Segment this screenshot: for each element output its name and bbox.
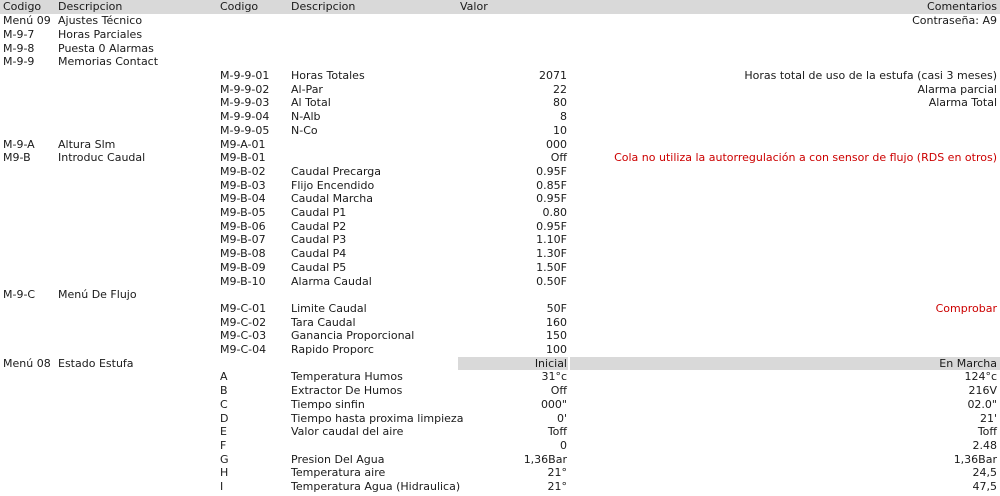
table-row [0,261,1000,275]
table-row [0,302,1000,316]
table-row [0,69,1000,83]
cell-c6: 24,5 [972,466,997,480]
cell-c6: Alarma parcial [917,82,997,96]
table-row [0,110,1000,124]
cell-c6: Alarma Total [928,96,997,110]
table-row [0,124,1000,138]
cell-c5: 0 [560,438,567,452]
cell-c5: 0.80 [542,206,567,219]
cell-c6: Contraseña: A9 [912,14,997,28]
cell-c5: 160 [546,315,567,329]
cell-c3: D [220,411,229,425]
table-row [0,343,1000,357]
cell-c3: B [220,384,228,398]
cell-c3: C [220,397,228,411]
table-row [0,83,1000,97]
cell-c4: Caudal P3 [291,233,347,247]
table-row [0,398,1000,412]
cell-c3: M9-B-02 [220,164,266,178]
cell-c3: M9-B-10 [220,274,266,288]
cell-c5: 1.10F [536,233,567,247]
cell-c6: 47,5 [972,480,997,493]
cell-c5: 150 [546,329,567,343]
cell-c5: 000" [540,397,567,411]
table-row [0,42,1000,56]
cell-c4: Caudal P4 [291,247,347,261]
cell-c1: M-9-8 [3,41,35,55]
cell-c4: Al Total [291,96,331,110]
cell-c6: 124°c [964,370,997,384]
cell-c4: Caudal P2 [291,219,347,233]
cell-c6: Comprobar [935,301,997,315]
cell-c5: 000 [546,137,567,151]
cell-c3: M9-B-07 [220,233,266,247]
table-row [0,151,1000,165]
cell-c2: Memorias Contact [58,55,159,69]
table-row [0,316,1000,330]
cell-c4: Limite Caudal [291,301,367,315]
table-row [0,233,1000,247]
cell-c4: N-Alb [291,110,321,124]
cell-c3: M-9-9-02 [220,82,270,96]
cell-c5: 1.30F [536,247,567,261]
table-row [0,192,1000,206]
cell-c6: 2.48 [972,438,997,452]
table-row [0,288,1000,302]
cell-c3: H [220,466,229,480]
cell-c5: 21° [547,480,567,493]
cell-c5: Inicial [534,356,567,370]
cell-c3: M-9-9-05 [220,123,270,137]
cell-c3: A [220,370,228,384]
cell-c3: M9-B-03 [220,178,266,192]
cell-c5: 50F [546,301,567,315]
cell-c5: Toff [547,425,567,439]
cell-c5: 80 [553,96,567,110]
cell-c2: Horas Parciales [58,27,143,41]
cell-c4: Caudal Precarga [291,164,381,178]
cell-c4: Tara Caudal [291,315,356,329]
table-row [0,453,1000,467]
cell-c4: Presion Del Agua [291,452,385,466]
cell-c3: M9-A-01 [220,137,266,151]
cell-c3: M-9-9-03 [220,96,270,110]
cell-c2: Ajustes Técnico [58,14,143,28]
table-row [0,439,1000,453]
cell-c6: En Marcha [939,356,997,370]
cell-c1: Menú 08 [3,356,51,370]
header-band-en-marcha [570,357,1000,371]
cell-c3: M9-C-04 [220,343,267,356]
table-row [0,96,1000,110]
table-row [0,329,1000,343]
cell-c6: Horas total de uso de la estufa (casi 3 meses) [744,69,997,82]
cell-c3: M9-C-03 [220,329,267,343]
cell-c3: M9-C-02 [220,315,267,329]
cell-c4: Al-Par [291,82,323,96]
table-row [0,412,1000,426]
cell-c2: Altura Slm [58,137,116,151]
cell-c6: 1,36Bar [953,452,997,466]
table-row [0,480,1000,494]
cell-c4: Caudal Marcha [291,192,373,206]
header-codigo: Codigo [3,0,42,13]
cell-c4: Horas Totales [291,69,365,82]
cell-c3: M9-B-01 [220,151,266,165]
cell-c5: 2071 [539,69,567,82]
cell-c4: Alarma Caudal [291,274,372,288]
header-valor: Valor [460,0,488,13]
cell-c4: Extractor De Humos [291,384,403,398]
cell-c5: Off [550,151,567,165]
table-row [0,206,1000,220]
cell-c6: Toff [977,425,997,439]
cell-c4: Tiempo sinfin [291,397,365,411]
cell-c6: 216V [968,384,997,398]
cell-c1: M-9-9 [3,55,35,69]
cell-c6: 21' [979,411,997,425]
cell-c4: Caudal P1 [291,206,347,219]
cell-c3: M9-B-08 [220,247,266,261]
cell-c2: Menú De Flujo [58,288,137,302]
table-row [0,425,1000,439]
cell-c3: I [220,480,224,493]
table-row [0,220,1000,234]
cell-c5: 31°c [541,370,567,384]
cell-c5: 0.95F [536,192,567,206]
cell-c5: 8 [560,110,567,124]
cell-c6: 02.0" [967,397,997,411]
table-row [0,384,1000,398]
cell-c4: Temperatura aire [291,466,386,480]
cell-c4: Rapido Proporc [291,343,374,356]
cell-c2: Puesta 0 Alarmas [58,41,154,55]
cell-c1: M9-B [3,151,31,165]
cell-c5: 21° [547,466,567,480]
cell-c4: N-Co [291,123,318,137]
cell-c5: 0.95F [536,164,567,178]
table-row [0,370,1000,384]
cell-c5: 0' [556,411,567,425]
cell-c3: M9-B-09 [220,260,266,274]
cell-c5: 1.50F [536,260,567,274]
cell-c4: Temperatura Agua (Hidraulica) [291,480,461,493]
table-row [0,466,1000,480]
cell-c3: M9-B-06 [220,219,266,233]
table-row [0,55,1000,69]
cell-c3: E [220,425,227,439]
cell-c5: 1,36Bar [523,452,567,466]
cell-c4: Tiempo hasta proxima limpieza [291,411,464,425]
cell-c5: Off [550,384,567,398]
cell-c5: 0.85F [536,178,567,192]
cell-c5: 0.95F [536,219,567,233]
cell-c2: Introduc Caudal [58,151,146,165]
cell-c5: 22 [553,82,567,96]
table-row [0,247,1000,261]
table-row [0,165,1000,179]
header-descripcion: Descripcion [58,0,123,13]
table-row [0,28,1000,42]
cell-c3: M9-C-01 [220,301,267,315]
cell-c3: M-9-9-04 [220,110,270,124]
cell-c4: Flijo Encendido [291,178,375,192]
cell-c2: Estado Estufa [58,356,134,370]
cell-c4: Caudal P5 [291,260,347,274]
cell-c1: Menú 09 [3,14,51,28]
cell-c3: M9-B-05 [220,206,266,219]
cell-c5: 0.50F [536,274,567,288]
table-row [0,138,1000,152]
cell-c4: Ganancia Proporcional [291,329,415,343]
table-row [0,14,1000,28]
cell-c6: Cola no utiliza la autorregulación a con sensor de flujo (RDS en otros) [614,151,997,165]
cell-c1: M-9-A [3,137,35,151]
cell-c1: M-9-C [3,288,36,302]
cell-c3: M9-B-04 [220,192,266,206]
cell-c3: M-9-9-01 [220,69,270,82]
cell-c4: Valor caudal del aire [291,425,404,439]
header-comentarios: Comentarios [927,0,997,13]
cell-c1: M-9-7 [3,27,35,41]
table-row [0,357,1000,371]
cell-c3: F [220,438,227,452]
table-row [0,179,1000,193]
cell-c5: 10 [553,123,567,137]
cell-c4: Temperatura Humos [291,370,403,384]
header-row [0,0,1000,14]
cell-c5: 100 [546,343,567,356]
header-codigo-2: Codigo [220,0,259,13]
cell-c3: G [220,452,229,466]
header-descripcion-2: Descripcion [291,0,356,13]
table-row [0,275,1000,289]
